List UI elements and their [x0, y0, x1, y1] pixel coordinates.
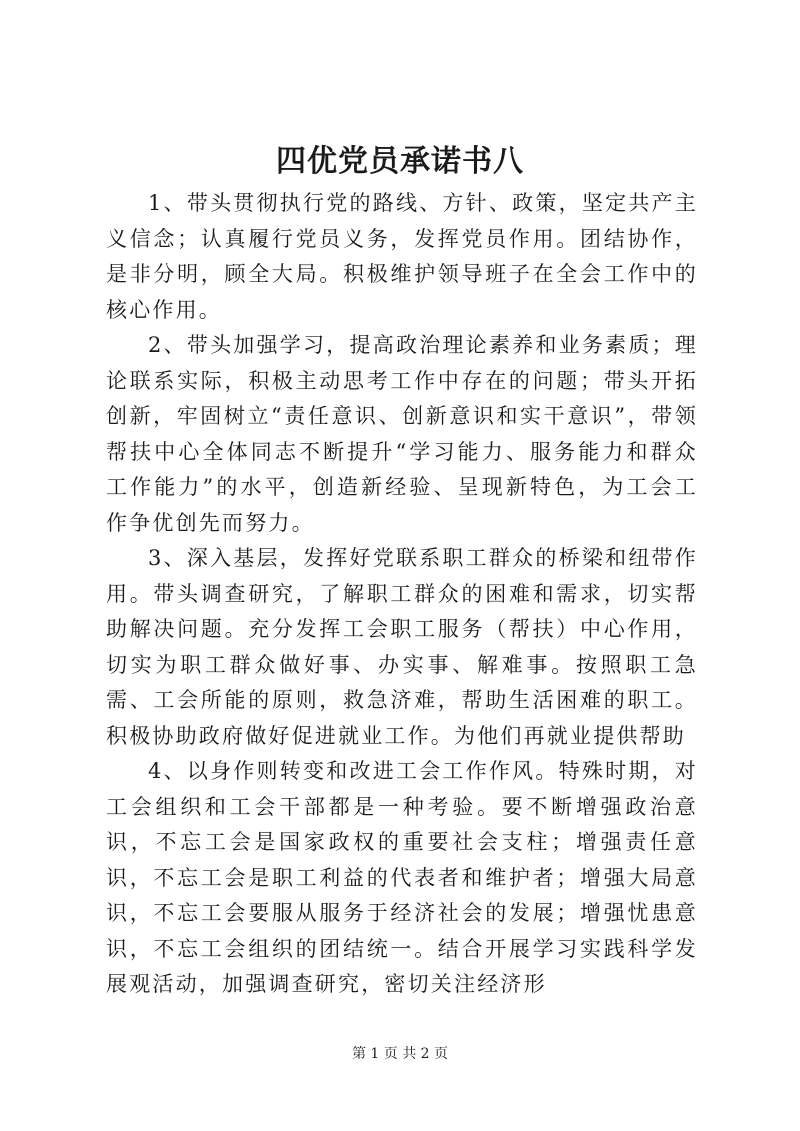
- paragraph-4: 4、以身作则转变和改进工会工作作风。特殊时期，对工会组织和工会干部都是一种考验。要不断增强政治意识，不忘工会是国家政权的重要社会支柱；增强责任意识，不忘工会是职工利益的代表者和维护者；增强大局意识，不忘工会要服从服务于经济社会的发展；增强忧患意识，不忘工会组织的团结统一。结合开展学习实践科学发展观活动，加强调查研究，密切关注经济形: [106, 759, 698, 996]
- paragraph-1: 1、带头贯彻执行党的路线、方针、政策，坚定共产主义信念；认真履行党员义务，发挥党员作用。团结协作，是非分明，顾全大局。积极维护领导班子在全会工作中的核心作用。: [106, 191, 698, 322]
- paragraph-2: 2、带头加强学习，提高政治理论素养和业务素质；理论联系实际，积极主动思考工作中存在的问题；带头开拓创新，牢固树立“责任意识、创新意识和实干意识”，带领帮扶中心全体同志不断提升“学习能力、服务能力和群众工作能力”的水平，创造新经验、呈现新特色，为工会工作争优创先而努力。: [106, 333, 698, 535]
- document-body: [106, 186, 698, 1003]
- paragraph-3: 3、深入基层，发挥好党联系职工群众的桥梁和纽带作用。带头调查研究，了解职工群众的困难和需求，切实帮助解决问题。充分发挥工会职工服务（帮扶）中心作用，切实为职工群众做好事、办实事、解难事。按照职工急需、工会所能的原则，救急济难，帮助生活困难的职工。积极协助政府做好促进就业工作。为他们再就业提供帮助: [106, 546, 698, 748]
- page-footer: 第 1 页 共 2 页: [351, 1046, 449, 1062]
- document-title: 四优党员承诺书八: [276, 144, 524, 179]
